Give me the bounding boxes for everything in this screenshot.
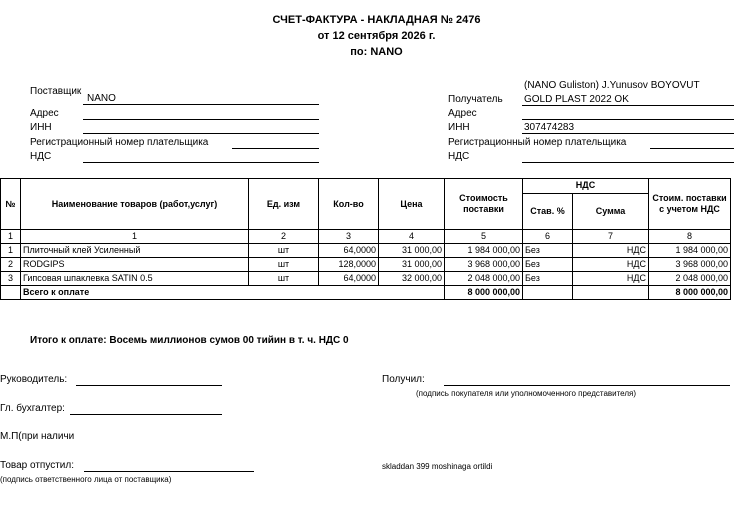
received-note: (подпись покупателя или уполномоченного представителя) (416, 389, 637, 398)
header-no: № (1, 179, 21, 230)
accountant-label: Гл. бухгалтер: (0, 403, 65, 414)
row-cost: 2 048 000,00 (445, 272, 523, 286)
recipient-label: Получатель (448, 94, 503, 105)
recipient-nds-line (522, 162, 734, 163)
col-number: 8 (649, 230, 731, 244)
header-rate: Став. % (523, 193, 573, 229)
row-cost: 3 968 000,00 (445, 258, 523, 272)
document-title: СЧЕТ-ФАКТУРА - НАКЛАДНАЯ № 2476 (272, 14, 481, 26)
row-no: 1 (1, 244, 21, 258)
row-name: Гипсовая шпаклевка SATIN 0.5 (21, 272, 249, 286)
header-unit: Ед. изм (249, 179, 319, 230)
supplier-inn-label: ИНН (30, 122, 52, 133)
recipient-nds-label: НДС (448, 151, 470, 162)
header-nds: НДС (523, 179, 649, 194)
warehouse-note: skladdan 399 moshinaga ortildi (382, 462, 493, 471)
header-total-with-nds: Стоим. поставки с учетом НДС (649, 179, 731, 230)
header-name: Наименование товаров (работ,услуг) (21, 179, 249, 230)
row-total: 2 048 000,00 (649, 272, 731, 286)
recipient-line (522, 105, 734, 106)
recipient-value-line2: GOLD PLAST 2022 OK (524, 94, 629, 105)
recipient-address-label: Адрес (448, 108, 477, 119)
supplier-nds-line (83, 162, 319, 163)
document-po: по: NANO (350, 46, 403, 58)
row-name: Плиточный клей Усиленный (21, 244, 249, 258)
supplier-value: NANO (87, 93, 116, 104)
received-sign-line (444, 385, 730, 386)
row-sum: НДС (573, 244, 649, 258)
row-qty: 64,0000 (319, 244, 379, 258)
row-total: 1 984 000,00 (649, 244, 731, 258)
row-no: 3 (1, 272, 21, 286)
supplier-reg-label: Регистрационный номер плательщика (30, 137, 209, 148)
items-table (0, 178, 731, 300)
row-sum: НДС (573, 258, 649, 272)
row-qty: 64,0000 (319, 272, 379, 286)
header-sum: Сумма (573, 193, 649, 229)
received-label: Получил: (382, 374, 425, 385)
row-total: 3 968 000,00 (649, 258, 731, 272)
released-note: (подпись ответственного лица от поставщика) (0, 475, 172, 484)
col-number: 7 (573, 230, 649, 244)
recipient-reg-label: Регистрационный номер плательщика (448, 137, 627, 148)
table-row (1, 258, 731, 272)
col-number: 6 (523, 230, 573, 244)
supplier-nds-label: НДС (30, 151, 52, 162)
row-price: 32 000,00 (379, 272, 445, 286)
row-sum: НДС (573, 272, 649, 286)
document-date: от 12 сентября 2026 г. (317, 30, 436, 42)
header-qty: Кол-во (319, 179, 379, 230)
supplier-address-line (83, 119, 319, 120)
supplier-inn-line (83, 133, 319, 134)
supplier-address-label: Адрес (30, 108, 59, 119)
col-number: 3 (319, 230, 379, 244)
stamp-label: М.П(при наличи (0, 431, 75, 442)
total-cost: 8 000 000,00 (445, 286, 523, 300)
supplier-reg-line (232, 148, 319, 149)
col-number: 1 (1, 230, 21, 244)
director-label: Руководитель: (0, 374, 68, 385)
accountant-sign-line (70, 414, 222, 415)
row-price: 31 000,00 (379, 258, 445, 272)
row-price: 31 000,00 (379, 244, 445, 258)
row-rate: Без (523, 244, 573, 258)
col-number: 4 (379, 230, 445, 244)
released-sign-line (84, 471, 254, 472)
col-number: 1 (21, 230, 249, 244)
recipient-inn-label: ИНН (448, 122, 470, 133)
row-cost: 1 984 000,00 (445, 244, 523, 258)
col-number: 5 (445, 230, 523, 244)
row-name: RODGIPS (21, 258, 249, 272)
recipient-address-line (522, 119, 734, 120)
supplier-label: Поставщик (30, 86, 82, 97)
recipient-reg-line (650, 148, 734, 149)
director-sign-line (76, 385, 222, 386)
header-price: Цена (379, 179, 445, 230)
payment-summary: Итого к оплате: Восемь миллионов сумов 00 тийин в т. ч. НДС 0 (30, 335, 349, 346)
total-label: Всего к оплате (21, 286, 445, 300)
recipient-value-line1: (NANO Guliston) J.Yunusov BOYOVUT (524, 80, 700, 91)
table-row (1, 244, 731, 258)
row-unit: шт (249, 272, 319, 286)
recipient-inn-line (522, 133, 734, 134)
row-unit: шт (249, 244, 319, 258)
table-total-row (1, 286, 731, 300)
row-unit: шт (249, 258, 319, 272)
row-rate: Без (523, 272, 573, 286)
released-label: Товар отпустил: (0, 460, 74, 471)
row-no: 2 (1, 258, 21, 272)
table-row (1, 272, 731, 286)
total-with-nds: 8 000 000,00 (649, 286, 731, 300)
recipient-inn-value: 307474283 (524, 122, 575, 133)
supplier-line (83, 104, 319, 105)
row-rate: Без (523, 258, 573, 272)
row-qty: 128,0000 (319, 258, 379, 272)
header-cost: Стоимость поставки (445, 179, 523, 230)
col-number: 2 (249, 230, 319, 244)
